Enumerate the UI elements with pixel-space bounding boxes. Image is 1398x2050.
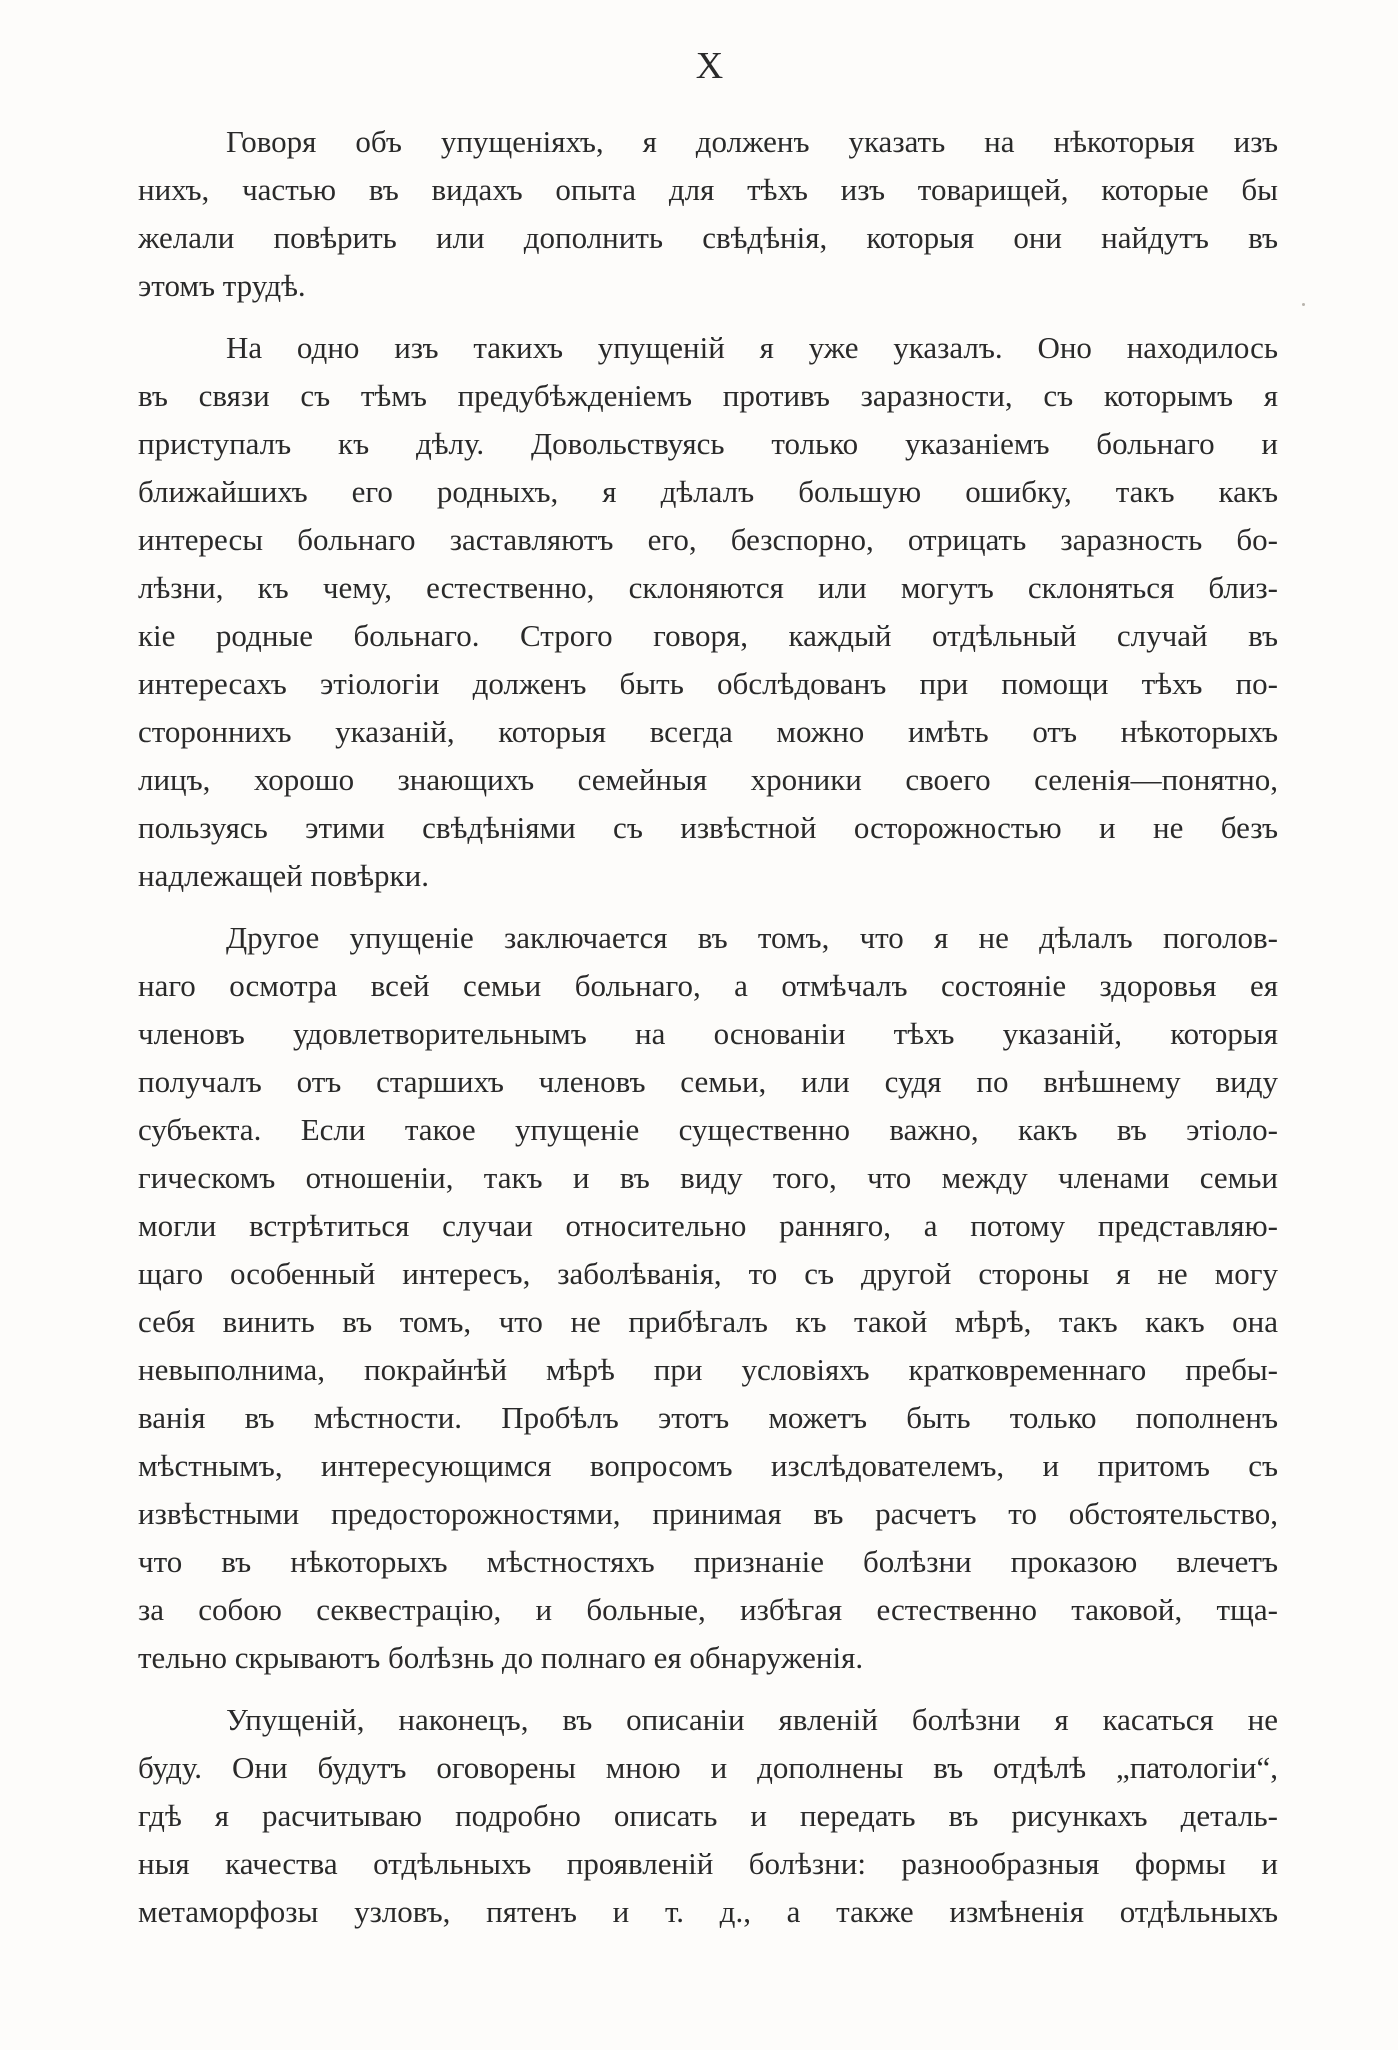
- text-line: членовъ удовлетворительнымъ на основаніи тѣхъ указаній, которыя: [138, 1016, 1278, 1051]
- text-line: интересахъ этіологіи долженъ быть обслѣдованъ при помощи тѣхъ по-: [138, 666, 1278, 701]
- text-line: извѣстными предосторожностями, принимая въ расчетъ то обстоятельство,: [138, 1496, 1278, 1531]
- text-line: себя винить въ томъ, что не прибѣгалъ къ такой мѣрѣ, такъ какъ она: [138, 1304, 1278, 1339]
- text-line: невыполнима, покрайнѣй мѣрѣ при условіяхъ кратковременнаго пребы-: [138, 1352, 1278, 1387]
- text-line: желали повѣрить или дополнить свѣдѣнія, которыя они найдутъ въ: [138, 220, 1278, 255]
- text-line: Говоря объ упущеніяхъ, я долженъ указать на нѣкоторыя изъ: [226, 124, 1278, 159]
- paragraph: [138, 1696, 1278, 1936]
- text-line: за собою секвестрацію, и больные, избѣгая естественно таковой, тща-: [138, 1592, 1278, 1627]
- text-line: Другое упущеніе заключается въ томъ, что я не дѣлалъ поголов-: [226, 920, 1278, 955]
- text-line: этомъ трудѣ.: [138, 268, 306, 303]
- text-line: метаморфозы узловъ, пятенъ и т. д., а также измѣненія отдѣльныхъ: [138, 1894, 1278, 1929]
- paper-speck: [1302, 303, 1305, 306]
- text-line: гическомъ отношеніи, такъ и въ виду того, что между членами семьи: [138, 1160, 1278, 1195]
- text-line: пользуясь этими свѣдѣніями съ извѣстной осторожностью и не безъ: [138, 810, 1278, 845]
- text-line: ближайшихъ его родныхъ, я дѣлалъ большую ошибку, такъ какъ: [138, 474, 1278, 509]
- text-line: На одно изъ такихъ упущеній я уже указалъ. Оно находилось: [226, 330, 1278, 365]
- text-line: кіе родные больнаго. Строго говоря, каждый отдѣльный случай въ: [138, 618, 1278, 653]
- text-line: ванія въ мѣстности. Пробѣлъ этотъ можетъ быть только пополненъ: [138, 1400, 1278, 1435]
- text-line: щаго особенный интересъ, заболѣванія, то съ другой стороны я не могу: [138, 1256, 1278, 1291]
- paragraph: [138, 914, 1278, 1682]
- text-line: ныя качества отдѣльныхъ проявленій болѣзни: разнообразныя формы и: [138, 1846, 1278, 1881]
- text-line: стороннихъ указаній, которыя всегда можно имѣть отъ нѣкоторыхъ: [138, 714, 1278, 749]
- text-line: нихъ, частью въ видахъ опыта для тѣхъ изъ товарищей, которые бы: [138, 172, 1278, 207]
- text-line: наго осмотра всей семьи больнаго, а отмѣчалъ состояніе здоровья ея: [138, 968, 1278, 1003]
- text-line: мѣстнымъ, интересующимся вопросомъ изслѣдователемъ, и притомъ съ: [138, 1448, 1278, 1483]
- text-line: лѣзни, къ чему, естественно, склоняются или могутъ склоняться близ-: [138, 570, 1278, 605]
- text-line: субъекта. Если такое упущеніе существенно важно, какъ въ этіоло-: [138, 1112, 1278, 1147]
- paragraph: [138, 118, 1278, 310]
- paragraph: [138, 324, 1278, 900]
- text-line: надлежащей повѣрки.: [138, 858, 429, 893]
- page-number: X: [695, 45, 725, 87]
- text-line: могли встрѣтиться случаи относительно ранняго, а потому представляю-: [138, 1208, 1278, 1243]
- text-line: интересы больнаго заставляютъ его, безспорно, отрицать заразность бо-: [138, 522, 1278, 557]
- text-line: гдѣ я расчитываю подробно описать и передать въ рисункахъ деталь-: [138, 1798, 1278, 1833]
- text-line: что въ нѣкоторыхъ мѣстностяхъ признаніе болѣзни проказою влечетъ: [138, 1544, 1278, 1579]
- text-line: буду. Они будутъ оговорены мною и дополнены въ отдѣлѣ „патологіи“,: [138, 1750, 1278, 1785]
- text-line: приступалъ къ дѣлу. Довольствуясь только указаніемъ больнаго и: [138, 426, 1278, 461]
- text-line: въ связи съ тѣмъ предубѣжденіемъ противъ заразности, съ которымъ я: [138, 378, 1278, 413]
- text-line: тельно скрываютъ болѣзнь до полнаго ея обнаруженія.: [138, 1640, 864, 1675]
- text-line: лицъ, хорошо знающихъ семейныя хроники своего селенія—понятно,: [138, 762, 1278, 797]
- text-line: получалъ отъ старшихъ членовъ семьи, или судя по внѣшнему виду: [138, 1064, 1278, 1099]
- text-line: Упущеній, наконецъ, въ описаніи явленій болѣзни я касаться не: [226, 1702, 1278, 1737]
- body-text: [138, 118, 1278, 1950]
